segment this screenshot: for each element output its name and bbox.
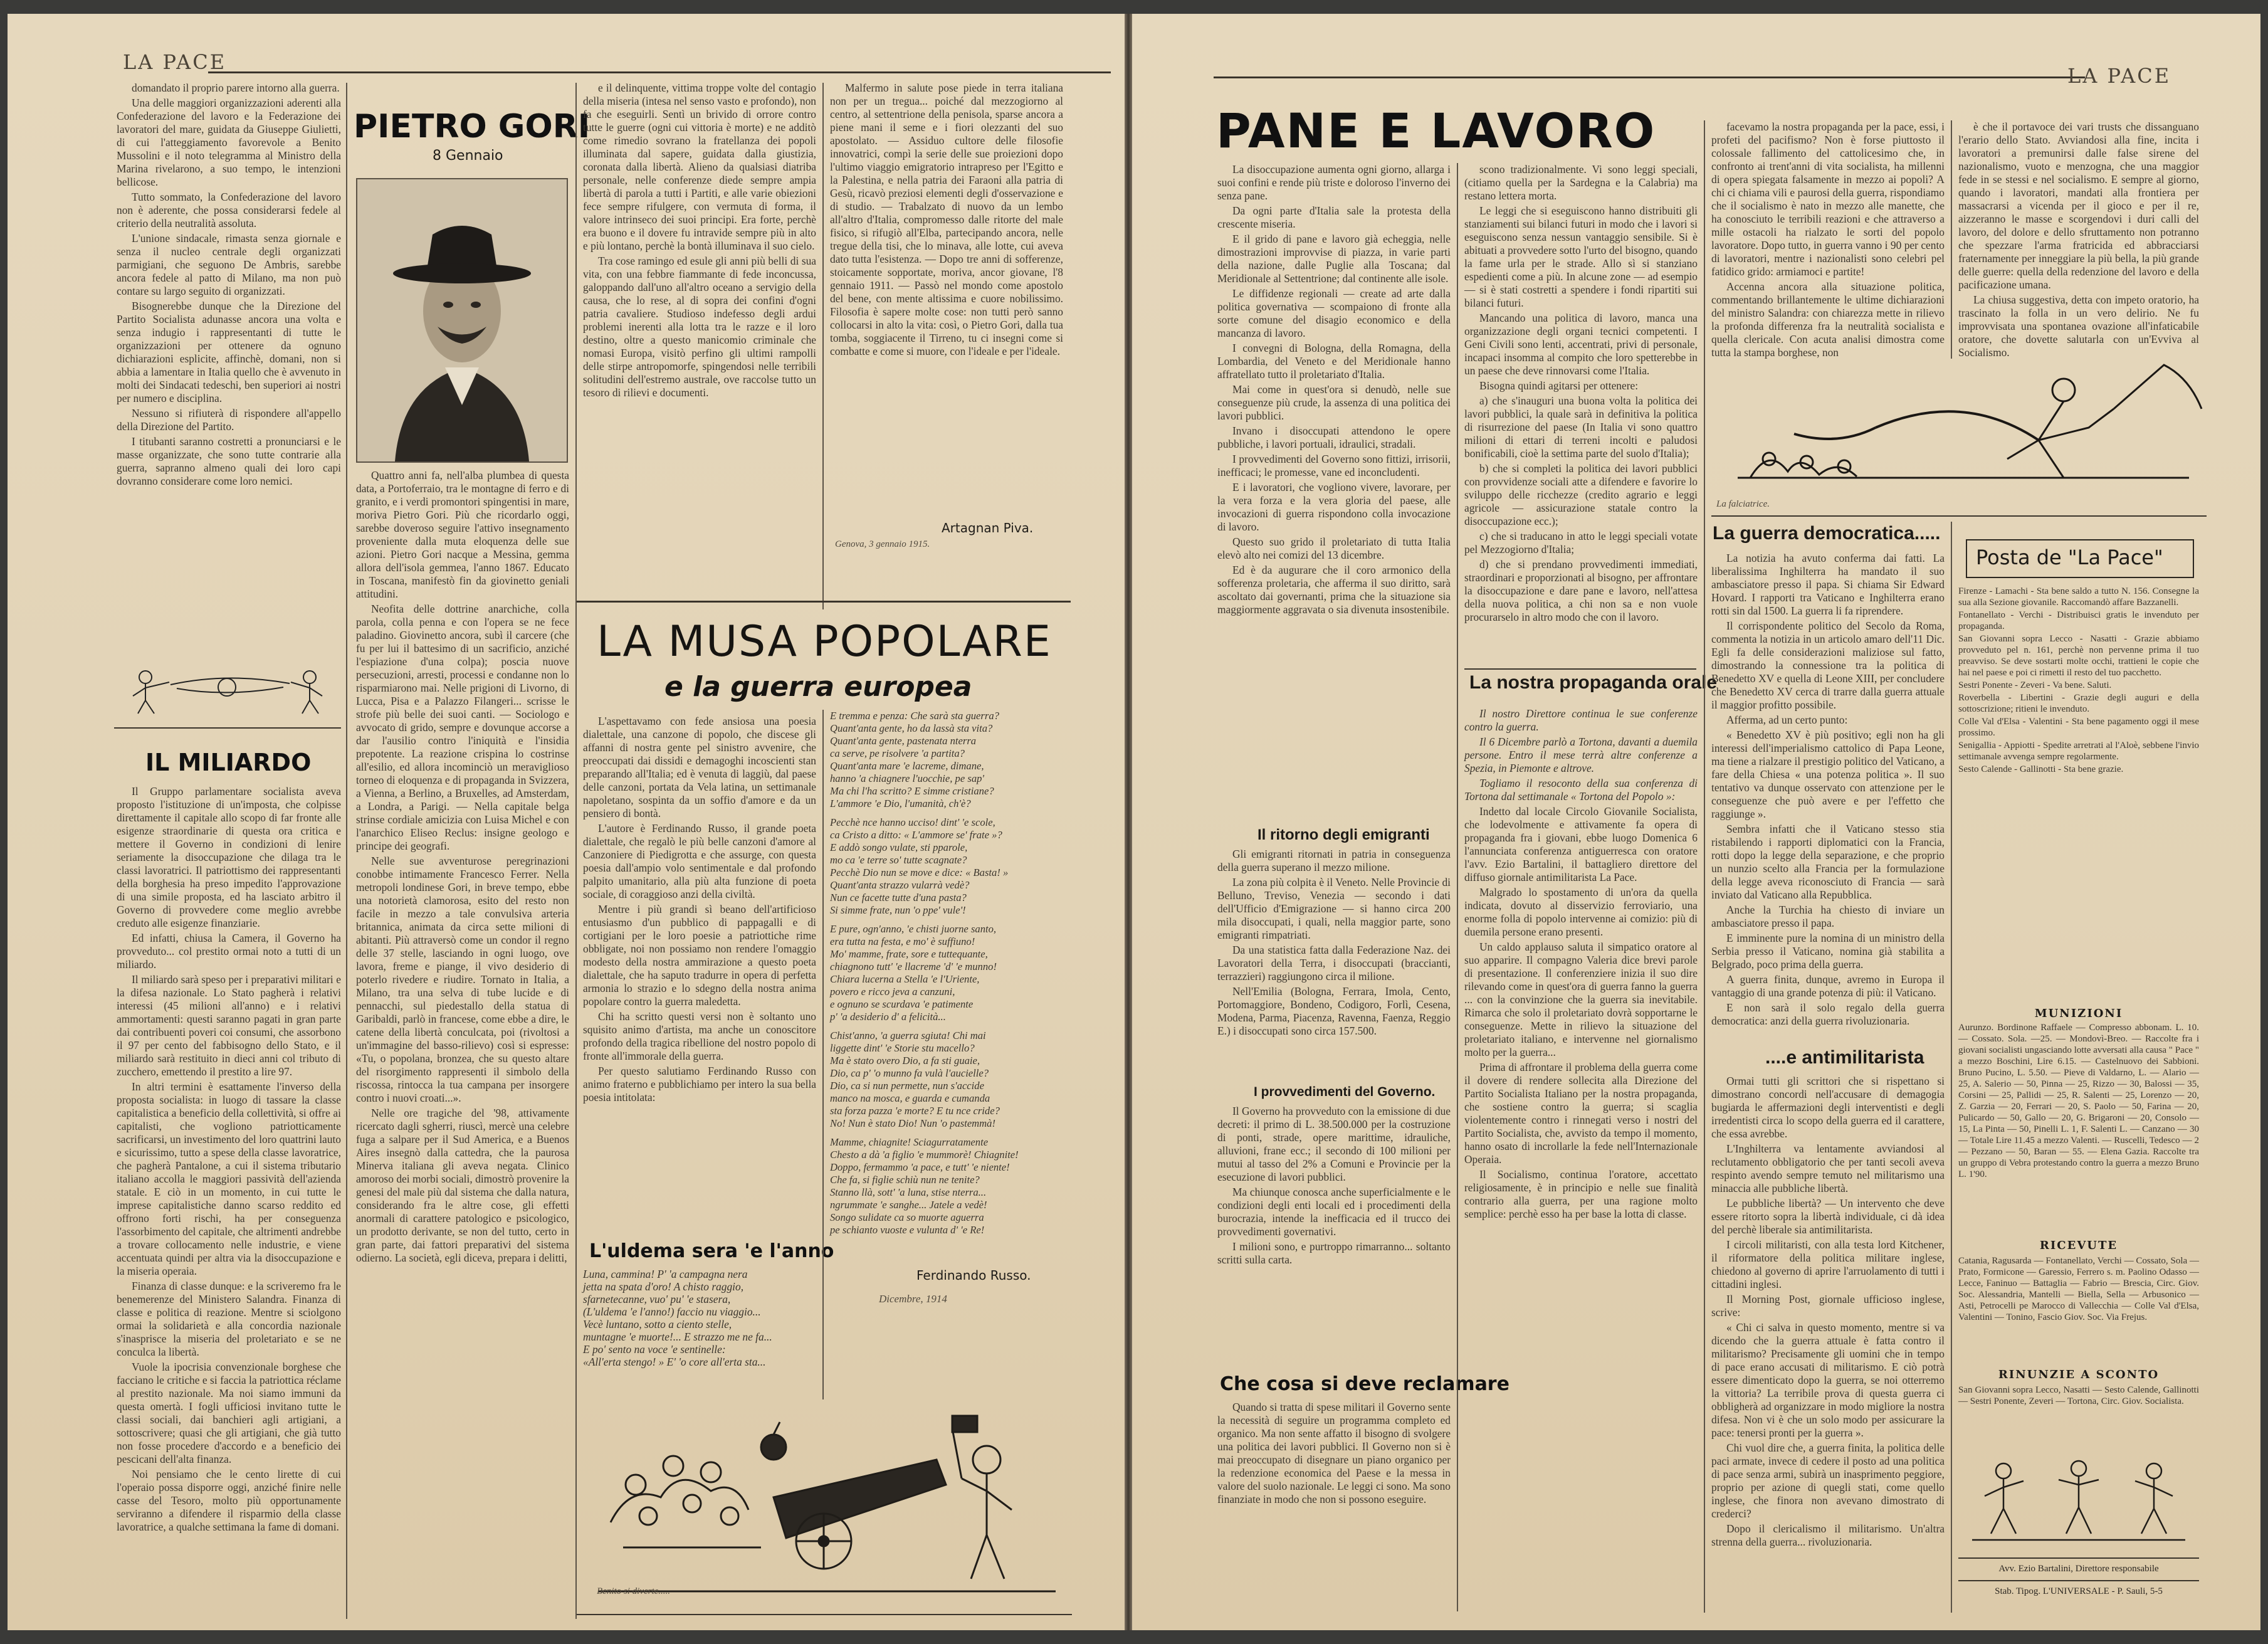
paragraph: scono tradizionalmente. Vi sono leggi speciali, (citiamo quella per la Sardegna e la Calabria) ma restano lettera morta. <box>1464 163 1698 202</box>
poem-line: mo ca 'e terre so' tutte scagnate? <box>830 854 967 866</box>
poem-line: Chiara lucerna a Stella 'e l'Uriente, <box>830 973 980 985</box>
paragraph: Mancando una politica di lavoro, manca una organizzazione degli organi tecnici competenti. I Geni Civili sono lenti, accentrati, privi di personale, incapaci insomma al compito che loro spetterebbe in un paese che deve rinnovarsi come l'Italia. <box>1464 312 1698 377</box>
paragraph: L'aspettavamo con fede ansiosa una poesia dialettale, una canzone di popolo, che discese gli affanni di nostra gente pel sinistro avvenire, che preoccupati dai dissidi e demagoghi incoscienti stan preparando all'Italia; ed è venuta di laggiù, dal paese delle canzoni, portata da Vela latina, un settimanale napoletano, sospinta da un soffio d'amore e da un pensiero di bontà. <box>583 715 816 819</box>
propaganda-conclusion <box>1958 120 2199 359</box>
center-fold <box>1125 14 1132 1630</box>
poem-line: Dio, ca p' 'o munno fa vulà l'aucielle? <box>830 1067 989 1079</box>
cartoon-caption: Benito si diverte..... <box>597 1586 671 1596</box>
poem-line: Songo sulidate ca so muorte aguerra <box>830 1211 984 1223</box>
paragraph: Finanza di classe dunque: e la scriveremo fra le benemerenze del Ministero Salandra. Finanza di classe e politica di reazione. Mentre si sciolgono ormai la solidarietà e alla concordia nazionale s'inasprisce la miseria del proletariato e se ne conculca la libertà. <box>117 1280 341 1358</box>
paragraph: Quattro anni fa, nell'alba plumbea di questa data, a Portoferraio, tra le montagne di ferro e di granito, e i verdi promontori spingentisi in mare, moriva Pietro Gori. Più che ricordarlo oggi, sarebbe doveroso seguire l'attivo insegnamento proveniente dalla muta eloquenza delle sue azioni. Pietro Gori nacque a Messina, gemma allora dell'isola gemmea, l'anno 1867. Educato in Toscana, manifestò fin da giovinetto geniali attitudini. <box>356 469 569 600</box>
paragraph: Bisogna quindi agitarsi per ottenere: <box>1479 379 1639 392</box>
poem-line: No! Nun è stato Dio! Nun 'o pastemmà! <box>830 1117 995 1129</box>
poem-line: Dio, ca si nun permette, nun s'accide <box>830 1080 984 1092</box>
pane-lavoro-title: PANE E LAVORO <box>1216 103 1656 159</box>
poem-line: sfarnetecanne, vuo' pu' 'e stasera, <box>583 1293 731 1305</box>
left-page <box>8 14 1125 1630</box>
poem-line: Ma chi l'ha scritto? E simme cristiane? <box>830 785 994 797</box>
poem-line: chiagnono tutt' 'e llacreme 'd' 'e munno! <box>830 961 997 972</box>
poem-line: sta forza pazza 'e morte? E tu nce cride? <box>830 1105 1000 1117</box>
gori-article <box>356 469 569 1623</box>
paragraph: Neofita delle dottrine anarchiche, colla parola, colla penna e con l'opera se ne fece paladino. Giovinetto ancora, subì il carcere (che fu per lui il battesimo di un sacrificio, anziché l'espiazione d'una colpa); poscia nuove persecuzioni, arresti, processi e condanne non lo risparmiarono mai. Nelle prigioni di Livorno, di Lucca, Pisa e a Palazzo Filangeri... scrisse le strofe più belle dei suoi canti. — Sociologo e avvocato di grido, sempre e dovunque accorse a dar l'ausilio contro l'iniquità e l'insidia prepotente. La reazione crispina lo costrinse all'esilio, ed allora incominciò un meraviglioso torneo di eloquenza e di propaganda in Svizzera, a Vienna, a Berlino, a Bruxelles, ad Amsterdam, a Londra, a Parigi. — Nella capitale belga strinse cordiale amicizia con Luisa Michel e con l'anarchico Eliseo Reclus: insigne geologo e principe dei geografi. <box>356 603 569 852</box>
poem-line: Nun ce facette tutte d'una pasta? <box>830 892 967 904</box>
paragraph: I titubanti saranno costretti a pronunciarsi e le masse organizzate, che sono tutte contrarie alla guerra, sapranno almeno quali dei loro capi dovranno considerare come loro nemici. <box>117 435 341 487</box>
antimilitarista-section <box>1711 1075 1945 1614</box>
pane-lavoro-col1 <box>1217 163 1451 790</box>
paragraph: Tutto sommato, la Confederazione del lavoro non è aderente, che possa considerarsi fedele al criterio della neutralità assoluta. <box>117 191 341 229</box>
poem-line: (L'uldema 'e l'anno!) faccio nu viaggio... <box>583 1305 761 1318</box>
paragraph: Il Socialismo, continua l'oratore, accettato religiosamente, è in principio e nelle sue finalità contrario alla guerra, per una ragione molto semplice: perchè esso ha per base la lotta di classe. <box>1464 1168 1698 1220</box>
divider-rule <box>114 727 341 729</box>
header-rule-left <box>208 71 1111 73</box>
poem-stanza-left <box>583 1268 816 1393</box>
paragraph: domandato il proprio parere intorno alla guerra. <box>132 82 340 94</box>
ricevute-list: Catania, Ragusarda — Fontanellato, Verchi — Cossato, Sola — Prato, Formicone — Garessio, Ferrero s. m. Paolino Odasso — Lecce, Faninuo — Battaglia — Fabrio — Brescia, Circ. Giov. Soc. Alessandria, Mantelli — Biella, Sella — Arbusonico — Asti, Petrocelli pe Marocco di Vallecchia — Colle Val d'Elsa, Valentini — Tonino, Fascio Giov. Soc. Via Frejus. <box>1958 1256 2199 1322</box>
paragraph: Malfermo in salute pose piede in terra italiana non per un tregua... poiché dal mezzogiorno al centro, al settentrione della penisola, sparse ancora a piene mani il seme e i fiori olezzanti del suo apostolato. — Assiduo cultore delle filosofie innovatrici, compì la serie delle sue proiezioni dopo l'ultimo viaggio emigratorio intrapreso per l'Egitto e la Palestina, e nella patria dei Faraoni alla patria di Gesù, ricavò preziosi elementi degli d'osservazione e di studio. — Trabalzato di nuovo da un lembo all'altro d'Italia, compromesso dalle ritorte del male fisico, si rifugiò all'Elba, partecipando ancora, nelle tregue della tisi, che lo minava, alle lotte, cui aveva dato tutta l'esistenza. — Dopo tre anni di sofferenze, stoicamente sopportate, moriva, ancor giovane, l'8 gennaio 1911. — Passò nel mondo come apostolo del bene, con mente altissima e cuore nobilissimo. Filosofia è sapere molte cose: non tutti però sanno collocarsi in alto la vita: così, o Pietro Gori, dalla tua tomba, soggiacente il Tirreno, tu ci insegni come si combatte e come si muore, con l'ideale e per l'ideale. <box>830 82 1063 357</box>
paragraph: A guerra finita, dunque, avremo in Europa il vantaggio di una grande potenza di più: il Vaticano. <box>1711 973 1945 999</box>
poem-line: p' 'a desiderio d' a felicità... <box>830 1011 946 1023</box>
gori-dateline: Genova, 3 gennaio 1915. <box>835 539 930 549</box>
right-page <box>1132 14 2260 1630</box>
column-rule <box>1457 163 1458 1611</box>
paragraph: Una delle maggiori organizzazioni aderenti alla Confederazione del lavoro e la Federazione dei lavoratori del mare, guidata da Giuseppe Giulietti, di cui l'atteggiamento favorevole a Benito Mussolini e il noto telegramma al Ministro della Marina rivelarono, a suo tempo, le intenzioni bellicose. <box>117 97 341 188</box>
paragraph: E i lavoratori, che vogliono vivere, lavorare, per la vera forza e la vera gloria del paese, alle invocazioni di guerra rispondono colla invocazione di lavoro. <box>1217 481 1451 533</box>
column-rule <box>346 83 347 1619</box>
poem-line: Stanno llà, sott' 'a luna, stise nterra... <box>830 1186 987 1198</box>
gori-article-col2 <box>583 82 816 589</box>
paragraph: La disoccupazione aumenta ogni giorno, allarga i suoi confini e rende più triste e doloroso l'inverno dei senza pane. <box>1217 163 1451 202</box>
paragraph: Prima di affrontare il problema della guerra come il dovere di rendere sollecita alla Direzione del Partito Socialista Italiano per la nostra propaganda, che sostiene contro la guerra; si scaglia violentemente contro i rinnegati verso i nostri del Partito Socialista, che, avvisto da tempo il momento, hanno osato di incrollarle la fede nell'Internazionale Operaia. <box>1464 1061 1698 1166</box>
footer-rule <box>1958 1557 2199 1559</box>
paragraph: c) che si traducano in atto le leggi speciali votate pel Mezzogiorno d'Italia; <box>1464 530 1698 556</box>
democratica-section <box>1711 552 1945 1027</box>
poem-line: Quant'anta strazzo vularrà vedè? <box>830 879 970 891</box>
paragraph: Nessuno si rifiuterà di rispondere all'appello della Direzione del Partito. <box>117 407 341 433</box>
list-item: Senigallia - Appiotti - Spedite arretrati al l'Aloè, sebbene l'invio settimanale avvenga sempre regolarmente. <box>1958 740 2199 762</box>
poem-line: Mo' mamme, frate, sore e tuttequante, <box>830 948 988 960</box>
paragraph: Chi ha scritto questi versi non è soltanto uno squisito animo d'artista, ma anche un conoscitore profondo della tragica ribellione del nostro popolo di fronte all'immorale della guerra. <box>583 1010 816 1062</box>
gori-date: 8 Gennaio <box>433 148 503 164</box>
paragraph: La notizia ha avuto conferma dai fatti. La liberalissima Inghilterra ha mandato il suo ambasciatore presso il papa. Si chiama Sir Edward Hovard. I rapporti tra Vaticano e Inghilterra erano rotti sin dal 1500. La guerra li fa riprendere. <box>1711 552 1945 617</box>
gori-article-col3 <box>830 82 1063 520</box>
paragraph: Noi pensiamo che le cento lirette di cui l'operaio possa disporre oggi, anziché finire nelle casse del Tesoro, molto più opportunamente serviranno a difendere il risparmio della classe lavoratrice, a qualche settimana la fame di domani. <box>117 1468 341 1533</box>
bottom-rule <box>577 1614 1072 1615</box>
paragraph: e il delinquente, vittima troppe volte del contagio della miseria (intesa nel senso vasto e profondo), non fa che eseguirli. Sentì un brivido di orrore contro tutte le guerre (ogni cui vittoria è morte) e ne additò come rimedio sovrano la fratellanza dei popoli illuminata dal sapere, guidata dalla giustizia, coronata dalla libertà. Alieno da qualsiasi diatriba personale, nelle conferenze diede sempre ampia libertà di parola a tutti i Partiti, e alle varie obiezioni fece sempre rifulgere, con vermuta di forma, il valore intrinseco dei suoi principi. Era forte, perchè era buono e il dovere fu intravide sempre più in alto e più lontano, perchè la bontà illuminava il suo cielo. <box>583 82 816 252</box>
paragraph: Mentre i più grandi sì beano dell'artificioso entusiasmo d'un pubblico di pappagalli e di cortigiani per le loro poesie a patriottiche rime obbligate, noi non possiamo non rendere l'omaggio modesto della nostra ammirazione a questo poeta dialettale, che ha saputo tradurre in opera di perfetta armonia lo strazio e lo sdegno della nostra anima popolare contro la guerra maledetta. <box>583 903 816 1008</box>
paragraph: Il nostro Direttore continua le sue conferenze contro la guerra. <box>1464 707 1698 733</box>
gori-signature: Artagnan Piva. <box>942 520 1034 535</box>
poem-line: hanno 'a chiagnere l'uocchie, pe sap' <box>830 772 984 784</box>
poem-line: Pecchè nce hanno ucciso! dint' 'e scole, <box>830 816 995 828</box>
poem-line <box>830 810 1071 816</box>
paragraph: d) che si prendano provvedimenti immediati, straordinari e proporzionati al bisogno, per affrontare la disoccupazione e dare pane e lavoro, nell'attesa della nuova politica, a chi non sa e non vuole procurarselo in altro modo che con il lavoro. <box>1464 558 1698 623</box>
poem-line: L'ammore 'e Dio, l'umanità, ch'è? <box>830 798 971 809</box>
poem-line: Luna, cammina! P' 'a campagna nera <box>583 1268 748 1280</box>
rinunzie-heading: RINUNZIE A SCONTO <box>1998 1368 2160 1381</box>
poem-line: liggette dint' 'e Storie stu macello? <box>830 1042 975 1054</box>
poem-line: Chist'anno, 'a guerra sgiuta! Chi mai <box>830 1030 986 1041</box>
paragraph: I provvedimenti del Governo sono fittizi, irrisorii, inefficaci; le promesse, vane ed inconcludenti. <box>1217 453 1451 478</box>
paragraph: La zona più colpita è il Veneto. Nelle Provincie di Belluno, Treviso, Venezia — secondo i dati dell'Ufficio d'Emigrazione — si hanno circa 200 mila disoccupati, i quali, nella maggior parte, sono emigranti rimpatriati. <box>1217 876 1451 941</box>
poem-line: ca Cristo a ditto: « L'ammore se' frate »? <box>830 829 1002 841</box>
paragraph: Ed è da augurare che il coro armonico della sofferenza proletaria, che afferma il suo diritto, sarà ascoltato dai governanti, prima che la situazione sia maggiormente aggravata o sia divenuta insostenibile. <box>1217 564 1451 616</box>
paragraph: L'Inghilterra va lentamente avviandosi al reclutamento obbligatorio che per tanti secoli aveva respinto avendo sempre temuto nel militarismo una minaccia alle pubbliche libertà. <box>1711 1142 1945 1194</box>
munizioni-heading: MUNIZIONI <box>2034 1007 2123 1020</box>
paragraph: Il Morning Post, giornale ufficioso inglese, scrive: <box>1711 1293 1945 1319</box>
list-item: San Giovanni sopra Lecco - Nasatti - Grazie abbiamo provveduto pel n. 161, perchè non pervenne prima il tuo preavviso. Se deve sostarti molte occhi, trattieni le copie che hai nel paese e poi ci rimetti il resto del tuo pacchetto. <box>1958 634 2199 678</box>
paragraph: « Chi ci salva in questo momento, mentre si va dicendo che la guerra attuale è fatta contro il militarismo? Precisamente gli uomini che in tempo di pace erano accusati di militarismo. E ciò potrà essere dimenticato dopo la guerra, se noi otterremo la vittoria? La terribile prova di questa guerra ci obbligherà ad organizzare in modo migliore la nostra difesa. Non vi è che un solo modo per assicurare la pace: tenersi pronti per la guerra ». <box>1711 1321 1945 1439</box>
column-rule <box>1704 120 1705 1613</box>
poem-line: «All'erta stengo! » E' 'o core all'erta sta... <box>583 1356 766 1368</box>
paragraph: b) che si completi la politica dei lavori pubblici con provvidenze sociali atte a difendere e favorire lo sviluppo delle ricchezze (credito agrario e leggi agricole — assicurazione statale contro la disoccupazione ecc.); <box>1464 462 1698 527</box>
list-item: Colle Val d'Elsa - Valentini - Sta bene pagamento oggi il mese prossimo. <box>1958 717 2199 738</box>
propaganda-continued <box>1711 120 1945 359</box>
musa-subtitle: e la guerra europea <box>664 671 972 703</box>
paragraph: Nelle sue avventurose peregrinazioni conobbe intimamente Francesco Ferrer. Nella metropoli londinese Gori, in breve tempo, ebbe una notorietà clamorosa, esito del resto non facile in mezzo a tale convulsiva arteria britannica, animata da circa sette milioni di abitanti. Più attraversò come un condor il regno delle 37 stelle, lasciando in ogni luogo, ove lavora, freme e piange, il vivo desiderio di poterlo rivedere e riudire. Tornato in Italia, a Milano, tra una selva di tube lucide e di pennacchi, sul piedestallo della statua di Garibaldi, parlò in francese, come ebbe a dire, le catene della libertà conculcata, poi (rivoltosi a un'immagine del basso-rilievo) così si espresse: «Tu, o popolana, bronzea, che su questo altare del risorgimento rappresenti il simbolo della riscossa, rintocca la tua campana per insorgere contro i nuovi croati...». <box>356 855 569 1104</box>
poem-stanzas-right <box>830 710 1071 1255</box>
paragraph: Dopo il clericalismo il militarismo. Un'altra strenna della guerra... rivoluzionaria. <box>1711 1522 1945 1548</box>
governo-heading: I provvedimenti del Governo. <box>1254 1085 1436 1099</box>
musa-title: LA MUSA POPOLARE <box>597 617 1052 667</box>
poem-line: muntagne 'e muorte!... E strazzo me ne fa... <box>583 1330 772 1343</box>
poem-line: Vecè luntano, sotto a ciento stelle, <box>583 1318 732 1330</box>
column-rule <box>575 83 577 1619</box>
header-rule-right <box>1214 76 2085 78</box>
paragraph: Da una statistica fatta dalla Federazione Naz. dei Lavoratori della Terra, i disoccupati (braccianti, terrazzieri) raggiungono circa il milione. <box>1217 944 1451 983</box>
list-item: Firenze - Lamachi - Sta bene saldo a tutto N. 156. Consegne la sua alla Sezione giovanile. Raccomandò affare Bazzanelli. <box>1958 586 2199 608</box>
paragraph: In altri termini è esattamente l'inverso della proposta socialista: in luogo di tassare la classe capitalistica a beneficio della collettività, si offre ai capitalisti, che vogliono patriotticamente sacrificarsi, un investimento del loro quattrini lauto e sicurissimo, tutto a spese della classe lavoratrice, che pagherà Pantalone, a cui il sistema tributario italiano accolla le maggiori passività dell'azienda statale. E ciò in un momento, in cui tutte le imprese capitalistiche danno scarso reddito ed offrono forti rischi, ha per conseguenza l'assorbimento del capitale, che altrimenti andrebbe a trovare collocamento nelle industrie, e viene accentuata quindi per altra via la disoccupazione e la miseria operaia. <box>117 1080 341 1277</box>
paragraph: Togliamo il resoconto della sua conferenza di Tortona dal settimanale « Tortona del Popolo »: <box>1464 777 1698 803</box>
poem-line: Pecchè Dio nun se move e dice: « Basta! » <box>830 867 1009 878</box>
poem-date: Dicembre, 1914 <box>879 1293 947 1305</box>
paragraph: Afferma, ad un certo punto: <box>1726 714 1848 726</box>
skeleton-dance-illustration <box>1966 1446 2192 1546</box>
reclamare-section <box>1217 1401 1451 1608</box>
paragraph: Le leggi che si eseguiscono hanno distribuiti gli stanziamenti sui bilanci futuri in modo che i lavori si eseguiscono senza nessun vantaggio sensibile. Si è abituati a provvedere sotto l'urto del bisogno, quando la fame urla per le strade. Allo sì si stanziano espedienti come a più. In alcune zone — ad esempio — si è stati costretti a spendere i fondi ripartiti sui bilanci futuri. <box>1464 204 1698 309</box>
paragraph: I circoli militaristi, con alla testa lord Kitchener, il riformatore della politica militare inglese, chiedono al governo di aprire l'arruolamento di tutti i cittadini inglesi. <box>1711 1238 1945 1290</box>
poem-line: pe schianto vuoste e vulunta d' 'e Re! <box>830 1224 985 1236</box>
poem-line: jetta na spata d'oro! A chisto raggio, <box>583 1280 744 1293</box>
paragraph: L'unione sindacale, rimasta senza giornale e senza il nucleo centrale degli organizzati parmigiani, che seguono De Ambris, sarebbe ancora fedele al patto di Milano, ma non può contare su largo seguito di organizzati. <box>117 232 341 297</box>
paragraph: Ma chiunque conosca anche superficialmente e le condizioni degli enti locali ed i procedimenti della burocrazia, intende la inefficacia ed il trucco dei provvedimenti governativi. <box>1217 1186 1451 1238</box>
paragraph: E non sarà il solo regalo della guerra democratica: anzi della guerra rivoluzionaria. <box>1711 1001 1945 1027</box>
paragraph: Ed infatti, chiusa la Camera, il Governo ha provveduto... col prestito ormai noto a tutti di un miliardo. <box>117 932 341 971</box>
poem-line: Quant'anta gente, pastenata nterra <box>830 735 977 747</box>
paragraph: Nell'Emilia (Bologna, Ferrara, Imola, Cento, Portomaggiore, Bondeno, Codigoro, Forlì, Cesena, Modena, Parma, Piacenza, Ravenna, Faenza, Reggio E.) i disoccupati sono circa 157.500. <box>1217 985 1451 1037</box>
paragraph: I milioni sono, e purtroppo rimarranno... soltanto scritti sulla carta. <box>1217 1240 1451 1266</box>
paragraph: Invano i disoccupati attendono le opere pubbliche, i lavori portuali, idraulici, stradali. <box>1217 424 1451 450</box>
paragraph: facevamo la nostra propaganda per la pace, essi, i profeti del pacifismo? Non è forse piuttosto il colossale fallimento del cattolicesimo che, in confronto ai trent'anni di vita socialista, ha millenni di opera spiegata falsamente in mezzo ai popoli? A chi ci chiama vili e paurosi della guerra, rispondiamo che il socialismo è nato in mezzo alle manette, che ha conosciuto le terribili reazioni e che attraverso a mille ostacoli ha rialzato le sorti del popolo lavoratore. Dopo tutto, in guerra vanno i 90 per cento di lavoratori, mentre i nazionalisti sono celebri pel fatidico grido: armiamoci e partite! <box>1711 120 1945 278</box>
poem-line <box>830 1130 1071 1136</box>
poem-line <box>830 1023 1071 1030</box>
paragraph: Il Gruppo parlamentare socialista aveva proposto l'istituzione di un'imposta, che colpisse direttamente il capitale allo scopo di far fronte alle esigenze straordinarie di questa ora critica e mettere il Governo in condizioni di lenire seriamente la disoccupazione che dilaga tra le classi lavoratrici. Il patriottismo dei rappresentanti della borghesia ha preso impedito l'approvazione di una simile proposta, ed ha lasciato arbitro il Governo di provvedere come meglio avrebbe creduto alle esigenze finanziarie. <box>117 785 341 929</box>
column-rule <box>1951 522 1952 1613</box>
paragraph: Indetto dal locale Circolo Giovanile Socialista, che lodevolmente e attivamente fa opera di propaganda fra i giovani, ebbe luogo Domenica 6 l'annunciata conferenza antiguerresca con oratore l'avv. Ezio Bartalini, il battagliero direttore del diffuso giornale antimilitarista La Pace. <box>1464 805 1698 883</box>
gori-title: PIETRO GORI <box>354 108 591 145</box>
skeleton-ornament-illustration <box>120 660 340 716</box>
poem-line: E addò songo vulate, sti pparole, <box>830 841 968 853</box>
poem-line: povero e ricco jeva a canzuni, <box>830 986 955 998</box>
munizioni-list: Aurunzo. Bordinone Raffaele — Compresso abbonam. L. 10. — Cossato. Sola. —25. — Mondovì-Breo. — Raccolte fra i giovani socialisti ungasciando lotte avversati alla causa " Pace " a mezzo Boschini, Lire 6.15. — Castelnuovo dei Sabbioni. Bruno Pucino, L. 5.50. — Pieve di Valdarno, L. — Alario — 25, A. Salerio — 50, Pinna — 25, Rizzo — 30, Balossi — 35, Corsini — 25, Pallidi — 25, R. Salenti — 25, Lorenzo — 20, Z. Garzia — 20, Ferrari — 20, S. Paolo — 50, Farina — 20, Pulicardo — 50, Gallo — 20, G. Brigaroni — 20, Consolo — 15, La Pinta — 50, Pinelli L. 1, F. Salenti L. — Canzano — 30 — Totale Lire 11.45 a mezzo Valenti. — Ruscelli, Tedesco — 2 — Pezzano — 50, Baran — 55. — Elena Gazia. Raccolte tra un gruppo di Vebra protestando contro la guerra a mezzo Bruno L. 1'90. <box>1958 1023 2199 1179</box>
poem-line: e ognuno se scurdava 'e patimente <box>830 998 974 1010</box>
poem-line <box>830 917 1071 923</box>
poem-signature: Ferdinando Russo. <box>916 1268 1031 1283</box>
propaganda-heading: La nostra propaganda orale <box>1469 672 1718 693</box>
miliardo-title: IL MILIARDO <box>145 749 312 776</box>
paragraph: Tra cose ramingo ed esule gli anni più belli di sua vita, con una febbre fiammante di fede inconcussa, galoppando dall'uno all'altro oceano a servigio della causa, che lo rese, al di sopra dei confini d'ogni patria cavaliere. Studioso indefesso degli ardui problemi inerenti alla lotta tra le razze e il loro destino, oltre a questo manicomio criminale che nomasi Europa, visitò perfino gli ultimi rampolli delle stirpe antropomorfe, spingendosi nelle terribili solitudini dell'estremo australe, ove raccolse tutto un tesoro di rilievi e documenti. <box>583 255 816 399</box>
paragraph: è che il portavoce dei vari trusts che dissanguano l'erario dello Stato. Avviandosi alla fine, incita i lavoratori a premunirsi dalle false sirene del nazionalismo, vuoto e menzogna, che una maggior fede in se stessi e nel socialismo. E sempre al giorno, quando i lavoratori, mandati alla frontiera per massacrarsi a vicenda per il gioco e per il re, aizzeranno le masse e scorgendovi i duri calli del lavoro, del dolore e dello sfruttamento non potranno che spezzare l'arma fratricida ed abbracciarsi fraternamente per inneggiare la più bella, la più grande delle guerre: quella della redenzione del lavoro e della pacificazione umana. <box>1958 120 2199 291</box>
emigrati-section <box>1217 848 1451 1075</box>
poem-title: L'uldema sera 'e l'anno <box>589 1240 834 1262</box>
paragraph: Il miliardo sarà speso per i preparativi militari e la difesa nazionale. Lo Stato pagherà i relativi interessi (45 milioni all'anno) e i relativi ammortamenti: questi saranno pagati in gran parte dai contribuenti poveri coi consumi, che assorbono il 97 per cento del fabbisogno dello Stato, e il miliardo sarà restituito in dieci anni col tributo di zucchero, emettendo il prestito a lire 97. <box>117 973 341 1078</box>
governo-section <box>1217 1105 1451 1368</box>
divider-rule <box>577 601 1071 603</box>
cannon-cartoon-illustration <box>585 1391 1068 1604</box>
paragraph: Anche la Turchia ha chiesto di inviare un ambasciatore presso il papa. <box>1711 904 1945 929</box>
divider-rule <box>1464 668 1696 670</box>
poem-line: E tremma e penza: Che sarà sta guerra? <box>830 710 999 722</box>
paragraph: La chiusa suggestiva, detta con impeto oratorio, ha trascinato la folla in un vero delirio. Ne fu improvvisata una spontanea ovazione all'infaticabile oratore, che dovette salutarla con un'Evviva al Socialismo. <box>1958 293 2199 359</box>
paragraph: Accenna ancora alla situazione politica, commentando brillantemente le ultime dichiarazioni del ministro Salandra: con chiarezza mette in rilievo la profonda differenza fra la neutralità socialista e quella clericale. Con acuta analisi dimostra come tutta la stampa borghese, non <box>1711 280 1945 359</box>
poem-line: Che fa, si figlie schiù nun ne tenite? <box>830 1174 980 1186</box>
paragraph: E imminente pure la nomina di un ministro della Serbia presso il Vaticano, nomina già stabilita a Belgrado, poco prima della guerra. <box>1711 932 1945 971</box>
rinunzie-list: San Giovanni sopra Lecco, Nasatti — Sesto Calende, Gallinotti — Sestri Ponente, Zeveri — Tortona, Circ. Giov. Socialista. <box>1958 1385 2199 1406</box>
paragraph: a) che s'inauguri una buona volta la politica dei lavori pubblici, la quale sarà in definitiva la politica di risurrezione del paese (In Italia vi sono quattro milioni di ettari di terreni incolti e paludosi bonificabili, cioè la settima parte del suolo d'Italia); <box>1464 394 1698 460</box>
paragraph: Questo suo grido il proletariato di tutta Italia elevò alto nei comizi del 13 dicembre. <box>1217 535 1451 561</box>
poem-line: Chesto a dà 'a figlio 'e mummorè! Chiagnite! <box>830 1149 1019 1161</box>
list-item: Sesto Calende - Gallinotti - Sta bene grazie. <box>1958 764 2124 774</box>
pietro-gori-portrait <box>356 178 568 463</box>
paragraph: Chi vuol dire che, a guerra finita, la politica delle paci armate, invece di cedere il posto ad una politica di pace senza armi, subirà un inasprimento peggiore, proprio per azione di quegli stati, come quello inglese, che finora non avevano dimostrato di crederci? <box>1711 1441 1945 1520</box>
column-1-top <box>117 82 341 657</box>
antimilitarista-heading: ....e antimilitarista <box>1765 1047 1924 1068</box>
paragraph: Le diffidenze regionali — create ad arte dalla politica governativa — scompaiono di fronte alla sorte comune del disagio economico e della mancanza di lavoro. <box>1217 287 1451 339</box>
poem-line: Si simme frate, nun 'o ppe' vule'! <box>830 904 966 916</box>
paragraph: Da ogni parte d'Italia sale la protesta della crescente miseria. <box>1217 204 1451 230</box>
poem-line: ca serve, pe risolvere 'a partita? <box>830 747 965 759</box>
paragraph: Bisognerebbe dunque che la Direzione del Partito Socialista adunasse ancora una volta e senza indugio i rappresentanti di tutte le organizzazioni per ottenere da ognuno dichiarazioni esplicite, affinchè, domani, non si abbia a lamentare in Italia quello che è avvenuto in molti dei Sindacati tedeschi, ben superiori ai nostri per numero e disciplina. <box>117 300 341 404</box>
column-rule <box>822 83 824 609</box>
poem-line: Quant'anta mare 'e lacreme, dimane, <box>830 760 984 772</box>
propaganda-section <box>1464 707 1698 1610</box>
paragraph: Nelle ore tragiche del '98, attivamente ricercato dagli sgherri, riuscì, mercè una celebre fuga a salpare per il Sud America, e a Buenos Aires insegnò dalla cattedra, che la paurosa Minerva italiana gli aveva negata. Clinico amoroso dei morbi sociali, dimostrò provenire la genesi del male più dal sistema che dalla natura, considerando fra le altre cose, gli effetti anormali di carattere patologico e psicologico, un prodotto derivante, se non del tutto, certo in gran parte, dai fattori preparativi del sistema odierno. La società, egli diceva, prepara i delitti, <box>356 1107 569 1264</box>
paragraph: Mai come in quest'ora si denudò, nelle sue conseguenze più crude, la assenza di una politica dei lavori pubblici. <box>1217 383 1451 422</box>
posta-title: Posta de "La Pace" <box>1976 545 2163 569</box>
footer-director: Avv. Ezio Bartalini, Direttore responsabile <box>1998 1564 2159 1574</box>
column-rule <box>822 710 824 1399</box>
paragraph: L'autore è Ferdinando Russo, il grande poeta dialettale, che regalò le più belle canzoni d'amore al Canzoniere di Piedigrotta e che assurge, con questa poesia dall'ampio volo sentimentale e dal profondo palpito umanitario, alla più alta funzione di poeta sociale, di coraggioso anzi della civiltà. <box>583 822 816 900</box>
emigrati-heading: Il ritorno degli emigranti <box>1257 826 1430 843</box>
paragraph: Ormai tutti gli scrittori che si rispettano si dimostrano concordi nell'accusare di demagogia bugiarda le affermazioni degli interventisti e degli irredentisti circa lo scopo della guerra ed il carattere, che essa avrebbe. <box>1711 1075 1945 1140</box>
footer-rule <box>1958 1580 2199 1581</box>
column-rule <box>1951 120 1952 359</box>
paragraph: Il Governo ha provveduto con la emissione di due decreti: il primo di L. 38.500.000 per la costruzione di ponti, strade, opere marittime, idrauliche, alluvioni, frane ecc.; il secondo di 100 milioni per mutui al tasso del 2% a Comuni e Provincie per la esecuzione di lavori pubblici. <box>1217 1105 1451 1183</box>
paragraph: Gli emigranti ritornati in patria in conseguenza della guerra superano il mezzo milione. <box>1217 848 1451 873</box>
footer-printer: Stab. Tipog. L'UNIVERSALE - P. Sauli, 5-5 <box>1995 1586 2163 1596</box>
paragraph: Sembra infatti che il Vaticano stesso stia ristabilendo i rapporti diplomatici con la Francia, rotti dopo la legge della separazione, e che proprio un nunzio scelto alla Francia per la formulazione della legge aveva riconosciuto di Francia — sarà inviato dal Vaticano alla Repubblica. <box>1711 823 1945 901</box>
poem-line: E po' sento na voce 'e sentinelle: <box>583 1343 726 1356</box>
paragraph: Quando si tratta di spese militari il Governo sente la necessità di seguire un programma completo ed organico. Ma non sente affatto il bisogno di svolgere una politica dei lavori pubblici. Il Governo non si è mai preoccupato di disegnare un piano organico per la redenzione economica del Paese e la messa in valore del suolo nazionale. Le leggi ci sono. Ma sono finanziate in modo che non si possono eseguire. <box>1217 1401 1451 1505</box>
list-item: Roverbella - Libertini - Grazie degli auguri e della sottoscrizione; ritieni le invenduto. <box>1958 693 2199 714</box>
poem-line: Mamme, chiagnite! Sciagurratamente <box>830 1136 989 1148</box>
posta-letters <box>1958 586 2199 999</box>
paragraph: « Benedetto XV è più positivo; egli non ha gli interessi dell'imperialismo cattolico di Papa Leone, ma tiene a rialzare il prestigio politico del Vaticano, a fare della Chiesa « una potenza politica ». Il suo tentativo va dunque osservato con attenzione per le conseguenze che può avere e per l'effetto che raggiunge ». <box>1711 729 1945 820</box>
divider-rule <box>1711 515 2207 517</box>
poem-line: ngrummate 'e sanghe... Jatele a vedè! <box>830 1199 987 1211</box>
reclamare-heading: Che cosa si deve reclamare <box>1220 1373 1509 1395</box>
falciatrice-illustration <box>1713 352 2204 490</box>
paragraph: Per questo salutiamo Ferdinando Russo con animo fraterno e pubblichiamo per intero la sua bella poesia intitolata: <box>583 1065 816 1104</box>
poem-line: era tutta na festa, e mo' è suffiuno! <box>830 935 975 947</box>
running-head-left: LA PACE <box>123 50 227 74</box>
poem-line: Doppo, fermammo 'a pace, e tutt' 'e niente! <box>830 1161 1010 1173</box>
paragraph: Malgrado lo spostamento di un'ora da quella indicata, dovuto al disservizio ferroviario, una enorme folla di popolo intervenne ai comizio: più di duemila persone erano presenti. <box>1464 886 1698 938</box>
paragraph: I convegni di Bologna, della Romagna, della Lombardia, del Veneto e del Meridionale hanno affratellato tutto il proletariato d'Italia. <box>1217 342 1451 381</box>
poem-line: E pure, ogn'anno, 'e chisti juorne santo, <box>830 923 997 935</box>
list-item: Fontanellato - Verchi - Distribuisci gratis le invenduto per propaganda. <box>1958 610 2199 631</box>
paragraph: Il 6 Dicembre parlò a Tortona, davanti a duemila persone. Entro il mese terrà altre conferenze a Spezia, in Piemonte e altrove. <box>1464 735 1698 774</box>
ricevute-heading: RICEVUTE <box>2039 1239 2118 1252</box>
falciatrice-caption: La falciatrice. <box>1716 499 1770 509</box>
pane-lavoro-col2 <box>1464 163 1698 663</box>
paragraph: Vuole la ipocrisia convenzionale borghese che facciano le critiche e si faccia la patriottica réclame al prestito nazionale. Ma noi siamo immuni da questa omertà. I fogli ufficiosi invitano tutte le classi sociali, dai banchieri agli artigiani, a sottoscrivere; quasi che gli artigiani, che già tutto non fosse procedere d'accordo e a beneficio dei pescicani dell'alta finanza. <box>117 1361 341 1465</box>
poem-line: manco na mosca, e guarda e cumanda <box>830 1092 990 1104</box>
list-item: Sestri Ponente - Zeveri - Va bene. Saluti. <box>1958 680 2112 690</box>
paragraph: E il grido di pane e lavoro già echeggia, nelle dimostrazioni improvvise di piazza, in varie parti della nazione, dalle Puglie alla Toscana; dal Meridionale al Settentrione; dal continente alle isole. <box>1217 233 1451 285</box>
poem-line: Quant'anta gente, ho da lassà sta vita? <box>830 722 993 734</box>
running-head-right: LA PACE <box>2067 64 2171 88</box>
paragraph: Il corrispondente politico del Secolo da Roma, commenta la notizia in un articolo amaro dell'11 Dic. Egli fa delle considerazioni maliziose sul fatto, dimostrando la connessione tra la politica di Benedetto XV e quella di Leone XIII, per concludere che Benedetto XV cerca di trarre dalla guerra attuale il maggior profitto possibile. <box>1711 619 1945 711</box>
musa-intro <box>583 715 816 1239</box>
miliardo-article <box>117 785 341 1619</box>
democratica-heading: La guerra democratica..... <box>1713 523 1941 544</box>
paragraph: Le pubbliche libertà? — Un intervento che deve essere ritorto sopra la libertà individuale, ci dà idea del perchè liberale sia antimilitarista. <box>1711 1197 1945 1236</box>
poem-line: Ma è stato overo Dio, a fa sti guaie, <box>830 1055 980 1067</box>
paragraph: Un caldo applauso saluta il simpatico oratore al suo apparire. Il compagno Valeria dice brevi parole di presentazione. Il conferenziere inizia il suo dire rilevando come in quest'ora di guerra fanno la guerra ... con la convinzione che la guerra sia inevitabile. Rimarca che solo il proletariato dovrà sopportarne le conseguenze. Mette in rilievo la situazione del proletariato italiano, e intervenne nel giornalismo molto per la guerra... <box>1464 941 1698 1058</box>
